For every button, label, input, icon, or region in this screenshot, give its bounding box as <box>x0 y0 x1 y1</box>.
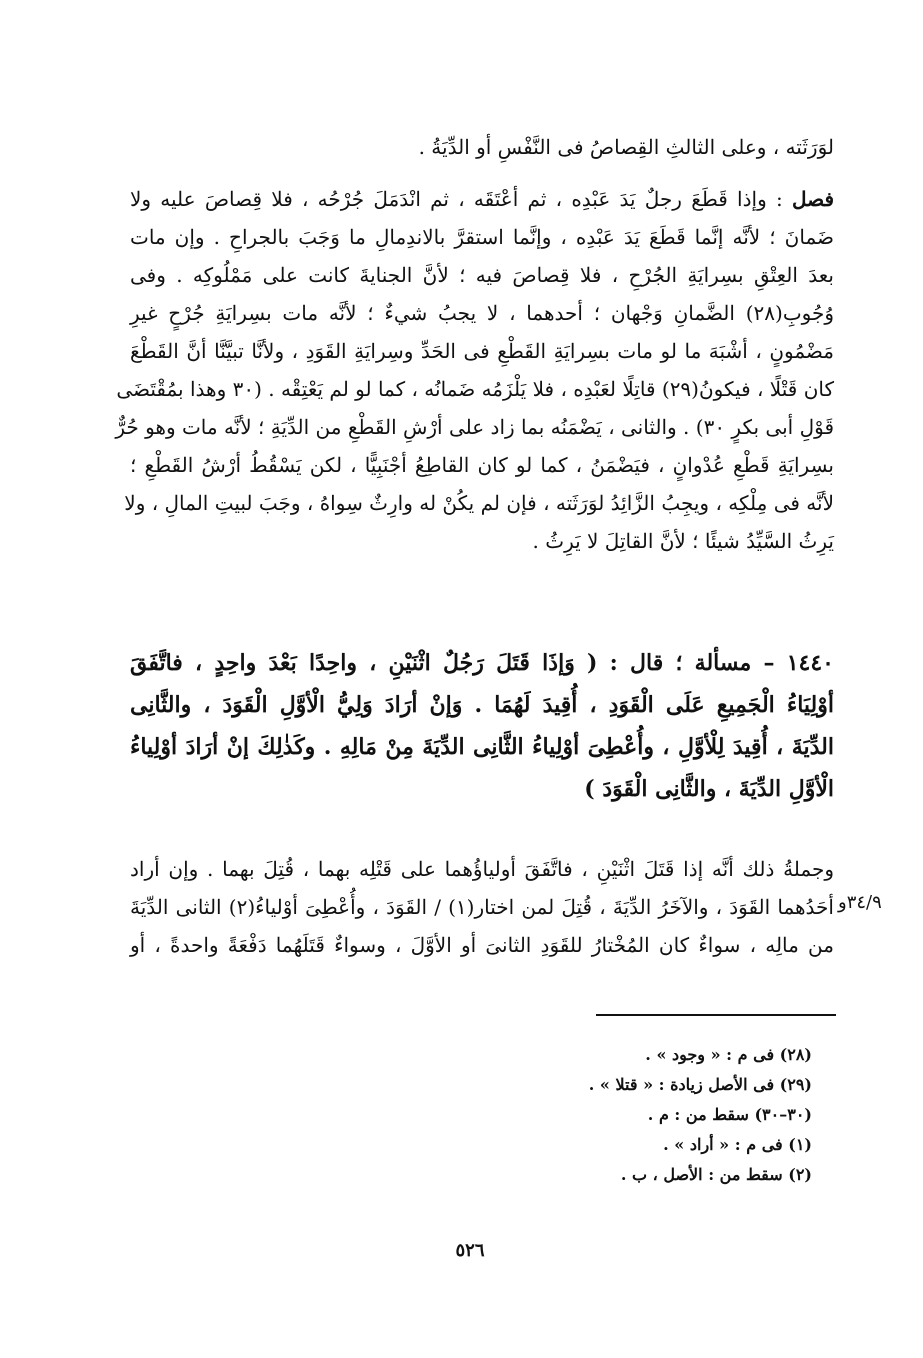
text-line: أوْلِيَاءُ الْجَمِيعِ عَلَى الْقَوَدِ ، أُقِيدَ لَهُمَا . وَإنْ أرَادَ وَلِيُّ الْأوَّلِ الْقَوَدَ ، والثَّانِى <box>130 692 834 718</box>
fasl-label: فصل <box>791 187 835 211</box>
footnotes <box>400 1040 812 1190</box>
text-line: الدِّيَةَ ، أُقِيدَ لِلْأوَّلِ ، وأُعْطِىَ أوْلِياءُ الثَّانِى الدِّيَةَ مِنْ مَالِهِ . وكَذٰلِكَ إنْ أرَادَ أوْلِياءُ <box>130 734 834 760</box>
jumla-paragraph <box>130 850 834 964</box>
margin-folio-note: ٣٤/٩و <box>838 892 882 913</box>
text-line: الْأوَّلِ الدِّيَةَ ، والثَّانِى الْقَوَدَ ) <box>584 776 834 802</box>
footnote-divider <box>596 1014 836 1016</box>
text-line-content: : وإذا قَطَعَ رجلٌ يَدَ عَبْدِه ، ثم أعْتَقَه ، ثم انْدَمَلَ جُرْحُه ، فلا قِصاصَ عليه ولا <box>130 187 783 211</box>
intro-paragraph <box>130 128 834 166</box>
text-line: أحَدُهما القَوَدَ ، والآخَرُ الدِّيَةَ ، قُتِلَ لمن اختار(١) / القَوَدَ ، وأُعْطِىَ أوْلياءُ(٢) الثانى الدِّيَةَ <box>130 895 834 919</box>
text-line: لوَرَثَته ، وعلى الثالثِ القِصاصُ فى النَّفْسِ أو الدِّيَةُ . <box>418 135 834 159</box>
text-line: يَرِثُ السَّيِّدُ شيئًا ؛ لأنَّ القاتِلَ لا يَرِثُ . <box>532 529 834 553</box>
footnote: (٣٠–٣٠) سقط من : م . <box>647 1105 812 1124</box>
page-number: ٥٢٦ <box>455 1240 485 1261</box>
footnote: (٢٩) فى الأصل زيادة : « قتلا » . <box>588 1075 812 1094</box>
text-line: بسِرايَةِ قَطْعِ عُدْوانٍ ، فيَضْمَنُ ، كما لو كان القاطِعُ أجْنَبِيًّا ، لكن يَسْقُطُ أرْشُ القَطْعِ ؛ <box>130 453 834 477</box>
text-line: ضَمانَ ؛ لأنَّه إنَّما قَطَعَ يَدَ عَبْدِه ، وإنَّما استقرَّ بالاندِمالِ ما وَجَبَ بالجراحِ . وإن مات <box>130 225 834 249</box>
text-line: وُجُوبِ(٢٨) الضَّمانِ وَجْهان ؛ أحدهما ، لا يجبُ شيءٌ ؛ لأنَّه مات بسِرايَةِ جُرْحٍ غيرِ <box>130 301 834 325</box>
text-line: قَوْلِ أبى بكرٍ ٣٠) . والثانى ، يَضْمَنُه بما زاد على أرْشِ القَطْعِ من الدِّيَةِ ؛ لأنَّه مات وهو حُرٌّ <box>115 415 834 439</box>
fasl-paragraph <box>115 180 835 560</box>
text-line: لأنَّه فى مِلْكِه ، ويجِبُ الزَّائِدُ لوَرَثَته ، فإن لم يكُنْ له وارِثٌ سِواهُ ، وجَبَ لبيتِ المالِ ، ولا <box>124 491 834 515</box>
footnote: (١) فى م : « أراد » . <box>663 1135 812 1154</box>
text-line <box>130 180 834 218</box>
text-line: مَضْمُونٍ ، أشْبَهَ ما لو مات بسِرايَةِ القَطْعِ فى الحَدِّ وسِرايَةِ القَوَدِ ، ولأنَّا تبيَّنَّا أنَّ القَطْعَ <box>130 339 834 363</box>
masala-paragraph <box>130 642 834 810</box>
footnote: (٢) سقط من : الأصل ، ب . <box>620 1165 812 1184</box>
text-line: بعدَ العِتْقِ بسِرايَةِ الجُرْحِ ، فلا قِصاصَ فيه ؛ لأنَّ الجنايةَ كانت على مَمْلُوكِه . وفى <box>130 263 834 287</box>
footnote: (٢٨) فى م : « وجود » . <box>645 1045 812 1064</box>
text-line: من مالِه ، سواءٌ كان المُخْتارُ للقَوَدِ الثانىَ أو الأوَّلَ ، وسواءٌ قَتَلَهُما دَفْعَةً واحدةً ، أو <box>130 933 834 957</box>
text-line: وجملةُ ذلك أنَّه إذا قَتَلَ اثْنَيْنِ ، فاتَّفَقَ أولياؤُهما على قَتْلِه بهما ، قُتِلَ بهما . وإن أراد <box>130 857 834 881</box>
text-line: ١٤٤٠ – مسألة ؛ قال : ( وَإذَا قَتَلَ رَجُلٌ اثْنَيْنِ ، واحِدًا بَعْدَ واحِدٍ ، فاتَّفَقَ <box>130 650 834 676</box>
text-line: كان قَتْلًا ، فيكونُ(٢٩) قاتِلًا لعَبْدِه ، فلا يَلْزَمُه ضَمانُه ، كما لو لم يَعْتِقْه . (٣٠ وهذا بمُقْتَضَى <box>116 377 834 401</box>
